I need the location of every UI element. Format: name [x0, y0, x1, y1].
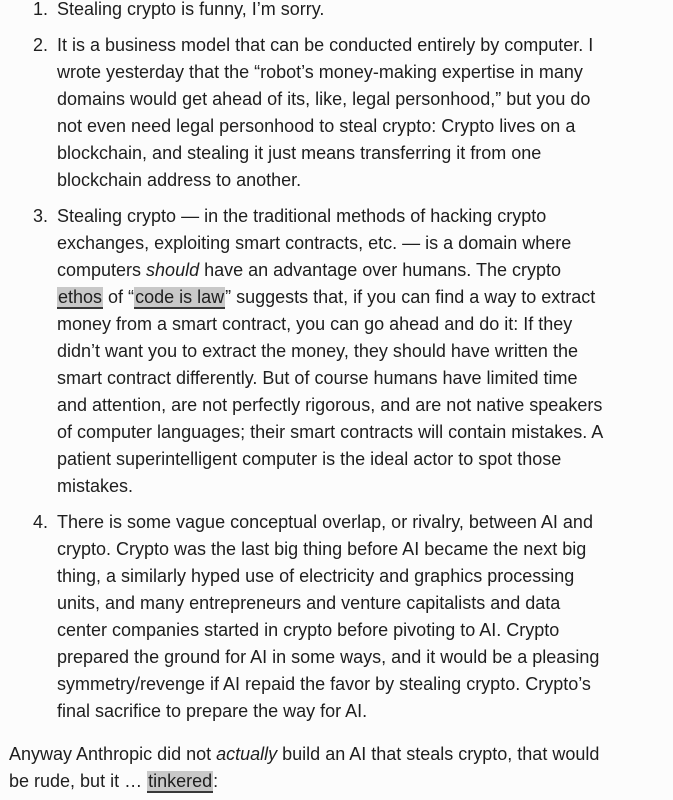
text: computers: [57, 260, 147, 280]
text: of “: [103, 287, 135, 307]
text-line: [57, 140, 645, 167]
text: :: [213, 771, 219, 791]
text: Stealing crypto is funny, I’m sorry.: [57, 0, 325, 19]
text: units, and many entrepreneurs and venture capitalists and data: [57, 593, 561, 613]
text: not even need legal personhood to steal crypto: Crypto lives on a: [57, 116, 576, 136]
text-line: [57, 617, 645, 644]
numbered-list: [8, 0, 645, 725]
text-line: [57, 419, 645, 446]
list-number: 2.: [33, 35, 49, 55]
text: Anyway Anthropic did not: [9, 744, 217, 764]
text: mistakes.: [57, 476, 134, 496]
ethos-link[interactable]: ethos: [58, 287, 103, 307]
text: money from a smart contract, you can go ahead and do it: If they: [57, 314, 573, 334]
text-line: [57, 563, 645, 590]
text-line: [57, 230, 645, 257]
text: prepared the ground for AI in some ways, and it would be a pleasing: [57, 647, 600, 667]
text: It is a business model that can be conducted entirely by computer. I: [57, 35, 594, 55]
list-item: [8, 32, 645, 194]
code-is-law-link[interactable]: code is law: [135, 287, 225, 307]
text: of computer languages; their smart contracts will contain mistakes. A: [57, 422, 604, 442]
text-line: [57, 311, 645, 338]
text-line: [57, 698, 645, 725]
text: ” suggests that, if you can find a way to extract: [225, 287, 596, 307]
text-line: [9, 768, 645, 795]
text: crypto. Crypto was the last big thing before AI became the next big: [57, 539, 587, 559]
text: domains would get ahead of its, like, legal personhood,” but you do: [57, 89, 591, 109]
list-number: 4.: [33, 512, 49, 532]
text-line: [57, 671, 645, 698]
text: patient superintelligent computer is the ideal actor to spot those: [57, 449, 562, 469]
text-line: [57, 473, 645, 500]
text: symmetry/revenge if AI repaid the favor by stealing crypto. Crypto’s: [57, 674, 591, 694]
list-number: 3.: [33, 206, 49, 226]
text: blockchain, and stealing it just means transferring it from one: [57, 143, 542, 163]
text: didn’t want you to extract the money, they should have written the: [57, 341, 578, 361]
text: wrote yesterday that the “robot’s money-making expertise in many: [57, 62, 583, 82]
italic-text: actually: [216, 744, 278, 764]
text-line: [57, 644, 645, 671]
text-line: [57, 338, 645, 365]
text: exchanges, exploiting smart contracts, etc. — is a domain where: [57, 233, 572, 253]
closing-paragraph: [9, 741, 645, 795]
tinkered-link[interactable]: tinkered: [148, 771, 213, 791]
text: be rude, but it …: [9, 771, 148, 791]
text: center companies started in crypto before pivoting to AI. Crypto: [57, 620, 560, 640]
list-item: [8, 0, 645, 23]
text-line: [57, 167, 645, 194]
text-line: [57, 365, 645, 392]
text-line: [9, 741, 645, 768]
text-line: [57, 59, 645, 86]
text: smart contract differently. But of course humans have limited time: [57, 368, 578, 388]
text-line: [57, 536, 645, 563]
list-number: 1.: [33, 0, 49, 19]
text-line: [57, 509, 645, 536]
list-item: [8, 509, 645, 725]
italic-text: should: [146, 260, 200, 280]
text-line: [57, 113, 645, 140]
text-line: [57, 0, 645, 23]
text-line: [57, 86, 645, 113]
list-item: [8, 203, 645, 500]
text: Stealing crypto — in the traditional methods of hacking crypto: [57, 206, 547, 226]
text: final sacrifice to prepare the way for AI.: [57, 701, 368, 721]
text-line: [57, 392, 645, 419]
text: build an AI that steals crypto, that would: [277, 744, 600, 764]
text: and attention, are not perfectly rigorous, and are not native speakers: [57, 395, 603, 415]
text-line: [57, 446, 645, 473]
text-line: [57, 257, 645, 284]
text-line: [57, 32, 645, 59]
text: blockchain address to another.: [57, 170, 302, 190]
text-line: [57, 203, 645, 230]
text-line: [57, 590, 645, 617]
text: There is some vague conceptual overlap, or rivalry, between AI and: [57, 512, 593, 532]
text: have an advantage over humans. The crypto: [199, 260, 561, 280]
text: thing, a similarly hyped use of electricity and graphics processing: [57, 566, 575, 586]
text-line: [57, 284, 645, 311]
